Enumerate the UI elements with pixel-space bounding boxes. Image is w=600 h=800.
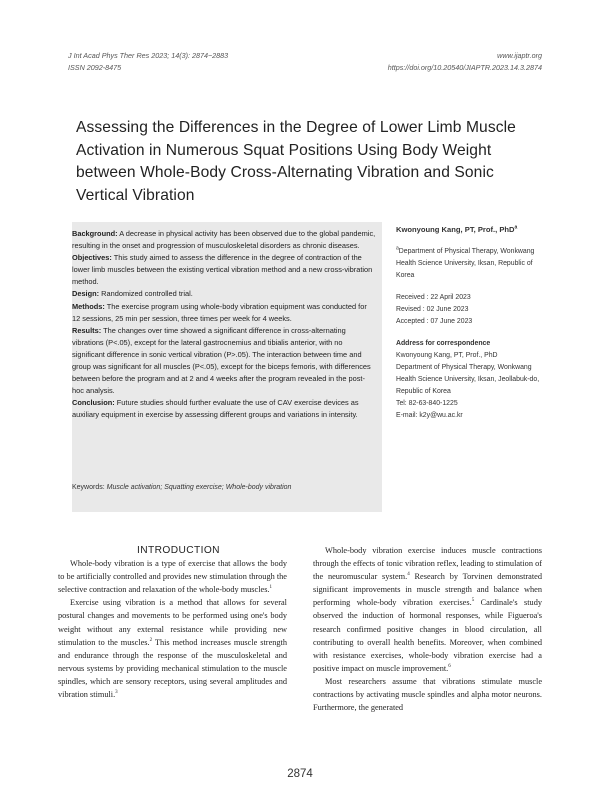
- accepted-date: Accepted : 07 June 2023: [396, 318, 473, 325]
- citation-ref: 5: [471, 598, 475, 604]
- paragraph: [313, 544, 542, 675]
- background-text: A decrease in physical activity has been observed due to the global pandemic, resulting in the onset and progression of musculoskeletal disorders as chronic diseases.: [72, 229, 376, 251]
- author-text: Kwonyoung Kang, PT, Prof., PhD: [396, 225, 515, 234]
- correspondence-dept: Department of Physical Therapy, Wonkwang Health Science University, Iksan, Jeollabuk-do, Republic of Korea: [396, 364, 540, 395]
- author-name: [396, 224, 546, 236]
- citation-ref: 2: [149, 637, 153, 643]
- affiliation-sup: a: [396, 245, 399, 252]
- methods-text: The exercise program using whole-body vibration equipment was conducted for 12 sessions, 25 min per session, three times per week for 4 weeks.: [72, 301, 367, 323]
- correspondence-heading: Address for correspondence: [396, 340, 491, 347]
- correspondence-email[interactable]: E-mail: k2y@wu.ac.kr: [396, 412, 463, 419]
- paragraph-text: Exercise using vibration is a method that allows for several postural changes and movements to be performed using one's body weight without any external resistance while providing new stimulation to the muscles.: [58, 598, 287, 647]
- design-text: Randomized controlled trial.: [101, 289, 193, 299]
- results-label: Results:: [72, 325, 102, 335]
- section-heading-introduction: INTRODUCTION: [137, 545, 220, 556]
- objectives-label: Objectives:: [72, 253, 112, 263]
- revised-date: Revised : 02 June 2023: [396, 306, 469, 313]
- correspondence-name: Kwonyoung Kang, PT, Prof., PhD: [396, 352, 498, 359]
- keywords: [72, 484, 291, 491]
- paragraph-text: Most researchers assume that vibrations stimulate muscle contractions by activating muscle spindles and alpha motor neurons. Furthermore, the generated: [313, 676, 542, 713]
- spacer: [396, 328, 546, 338]
- paragraph-text: Research by Torvinen demonstrated significant improvements in muscle strength and balance when performing whole-body vibration exercises.: [313, 572, 542, 608]
- abstract-objectives: [72, 252, 376, 288]
- article-info: [396, 224, 546, 422]
- abstract-conclusion: [72, 397, 376, 421]
- paragraph-text: Cardinale's study observed the induction of hormonal responses, while Figueroa's research confirmed positive changes in blood circulation, all contributing to overall health benefits. Moreover, when combined with resistance exercises, whole-body vibration exercise had a positive impact on muscle improvement.: [313, 598, 542, 673]
- website-link[interactable]: www.ijaptr.org: [497, 51, 542, 60]
- conclusion-text: Future studies should further evaluate the use of CAV exercise devices as auxiliary equipment in exercise by assessing different groups and variations in intensity.: [72, 398, 359, 420]
- article-title: Assessing the Differences in the Degree of Lower Limb Muscle Activation in Numerous Squat Positions Using Body Weight between Whole-Body Cross-Alternating Vibration and Sonic Vertical Vibration: [76, 119, 516, 204]
- citation-ref: 1: [269, 585, 272, 591]
- background-label: Background:: [72, 229, 118, 238]
- abstract-background: [72, 228, 376, 252]
- page-number: 2874: [287, 768, 313, 780]
- objectives-text: This study aimed to assess the difference in the degree of contraction of the lower limb muscles between the existing vertical vibration method and a new cross-vibration method.: [72, 253, 373, 287]
- results-text: The changes over time showed a significant difference in cross-alternating vibrations (P<.05), except for the lateral gastrocnemius and tibialis anterior, with no significant difference in sonic vertical vibration (P>.05). The interaction between time and group was significant for all muscles (P<.05), except for the biceps femoris, with differences between before the program and at 2 and 4 weeks after the program revealed in the post-hoc analysis.: [72, 325, 371, 396]
- keywords-text: Muscle activation; Squatting exercise; Whole-body vibration: [106, 484, 292, 491]
- correspondence-tel: Tel: 82-63-840-1225: [396, 400, 458, 407]
- body-column-right: [313, 544, 542, 714]
- abstract-results: [72, 325, 376, 398]
- paragraph-text: This method increases muscle strength and endurance through the response of the musculoskeletal and nervous systems by providing mechanical stimulation to the muscle spindles, which are sensory receptors, using several amplitudes and vibration stimuli.: [58, 637, 288, 700]
- affiliation-text: Department of Physical Therapy, Wonkwang Health Science University, Iksan, Republic of Korea: [396, 248, 535, 279]
- abstract-text: [72, 228, 376, 422]
- citation-ref: 3: [115, 690, 118, 696]
- keywords-label: Keywords:: [72, 484, 105, 491]
- paragraph-text: Whole-body vibration is a type of exercise that allows the body to be artificially controlled and provides new stimulation through the selective contraction and relaxation of the whole-body muscles.: [58, 559, 287, 595]
- conclusion-label: Conclusion:: [72, 398, 115, 408]
- journal-links: [388, 50, 542, 74]
- paragraph-text: Whole-body vibration exercise induces muscle contractions through the effects of tonic vibration reflex, leading to stimulation of the neuromuscular system.: [313, 546, 542, 582]
- design-label: Design:: [72, 289, 100, 299]
- paragraph: [58, 557, 287, 596]
- issn: ISSN 2092-8475: [68, 63, 122, 72]
- body-column-left: [58, 544, 287, 701]
- author-sup: a: [514, 224, 518, 231]
- methods-label: Methods:: [72, 301, 105, 311]
- abstract-box: [72, 222, 382, 512]
- spacer: [396, 282, 546, 292]
- journal-citation: J Int Acad Phys Ther Res 2023; 14(3): 2874~2883: [68, 51, 229, 60]
- citation-ref: 6: [448, 664, 451, 670]
- paragraph: [58, 596, 287, 701]
- abstract-methods: [72, 301, 376, 325]
- abstract-design: [72, 288, 376, 300]
- journal-header: [68, 50, 228, 74]
- affiliation: [396, 246, 546, 282]
- doi-link[interactable]: https://doi.org/10.20540/JIAPTR.2023.14.3.2874: [387, 63, 542, 72]
- citation-ref: 4: [407, 572, 410, 578]
- paragraph: [313, 675, 542, 714]
- received-date: Received : 22 April 2023: [396, 294, 471, 301]
